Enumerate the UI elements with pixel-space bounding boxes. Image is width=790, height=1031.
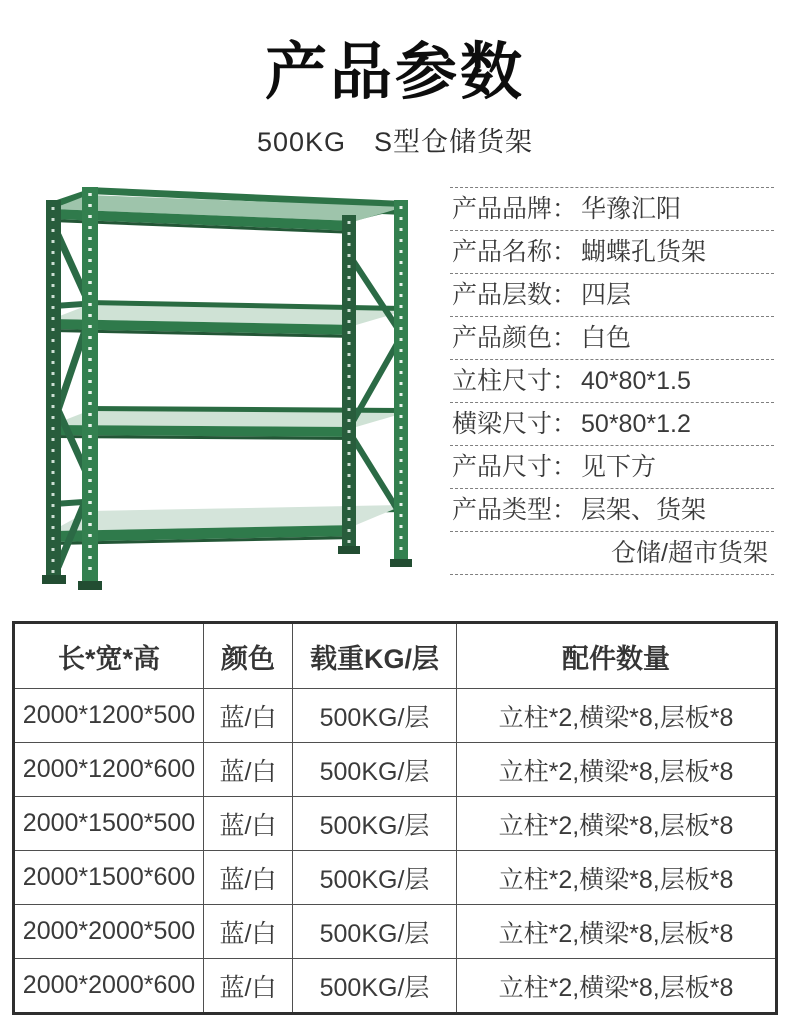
cell-size: 2000*1200*600	[14, 743, 204, 797]
cell-color: 蓝/白	[204, 743, 293, 797]
cell-load: 500KG/层	[293, 959, 457, 1014]
spec-value: 华豫汇阳	[581, 195, 682, 224]
size-spec-table	[12, 621, 778, 1015]
spec-row-post-size	[450, 360, 774, 403]
spec-label: 产品颜色：	[452, 324, 578, 353]
header-parts: 配件数量	[457, 623, 777, 689]
cell-load: 500KG/层	[293, 905, 457, 959]
spec-row-product-size	[450, 446, 774, 489]
cell-parts: 立柱*2,横梁*8,层板*8	[457, 797, 777, 851]
cell-load: 500KG/层	[293, 851, 457, 905]
spec-row-color	[450, 317, 774, 360]
storage-rack-icon	[12, 175, 444, 599]
cell-size: 2000*2000*500	[14, 905, 204, 959]
page-subtitle: 500KG S型仓储货架	[256, 127, 534, 158]
cell-parts: 立柱*2,横梁*8,层板*8	[457, 689, 777, 743]
table-row	[14, 743, 777, 797]
cell-color: 蓝/白	[204, 797, 293, 851]
cell-parts: 立柱*2,横梁*8,层板*8	[457, 959, 777, 1014]
spec-value: 40*80*1.5	[581, 367, 691, 396]
page-header	[0, 0, 790, 159]
spec-row-product-type	[450, 489, 774, 532]
cell-parts: 立柱*2,横梁*8,层板*8	[457, 905, 777, 959]
table-row	[14, 689, 777, 743]
table-row	[14, 797, 777, 851]
spec-value: 白色	[581, 324, 632, 353]
spec-value: 仓储/超市货架	[611, 539, 768, 568]
spec-label: 立柱尺寸：	[452, 367, 578, 396]
header-color: 颜色	[204, 623, 293, 689]
cell-size: 2000*1500*500	[14, 797, 204, 851]
spec-row-layers	[450, 274, 774, 317]
cell-load: 500KG/层	[293, 797, 457, 851]
table-row	[14, 959, 777, 1014]
cell-parts: 立柱*2,横梁*8,层板*8	[457, 743, 777, 797]
cell-load: 500KG/层	[293, 689, 457, 743]
page-title: 产品参数	[264, 38, 525, 107]
spec-label: 产品尺寸：	[452, 453, 578, 482]
spec-label: 产品品牌：	[452, 195, 578, 224]
cell-color: 蓝/白	[204, 689, 293, 743]
cell-color: 蓝/白	[204, 851, 293, 905]
table-header-row	[14, 623, 777, 689]
spec-value: 层架、货架	[581, 496, 707, 525]
cell-color: 蓝/白	[204, 905, 293, 959]
table-row	[14, 905, 777, 959]
spec-value: 见下方	[581, 453, 657, 482]
table-row	[14, 851, 777, 905]
spec-row-name	[450, 231, 774, 274]
spec-list	[450, 187, 774, 575]
spec-row-beam-size	[450, 403, 774, 446]
spec-label: 横梁尺寸：	[452, 410, 578, 439]
header-size: 长*宽*高	[14, 623, 204, 689]
product-photo	[12, 175, 444, 604]
cell-parts: 立柱*2,横梁*8,层板*8	[457, 851, 777, 905]
cell-size: 2000*2000*600	[14, 959, 204, 1014]
spec-value: 50*80*1.2	[581, 410, 691, 439]
cell-load: 500KG/层	[293, 743, 457, 797]
product-section	[0, 175, 790, 599]
header-load: 载重KG/层	[293, 623, 457, 689]
spec-value: 蝴蝶孔货架	[581, 238, 707, 267]
cell-size: 2000*1200*500	[14, 689, 204, 743]
cell-color: 蓝/白	[204, 959, 293, 1014]
spec-value: 四层	[581, 281, 632, 310]
spec-row-brand	[450, 188, 774, 231]
spec-label: 产品类型：	[452, 496, 578, 525]
spec-row-product-type-extra	[450, 532, 774, 575]
cell-size: 2000*1500*600	[14, 851, 204, 905]
spec-label: 产品层数：	[452, 281, 578, 310]
spec-label: 产品名称：	[452, 238, 578, 267]
